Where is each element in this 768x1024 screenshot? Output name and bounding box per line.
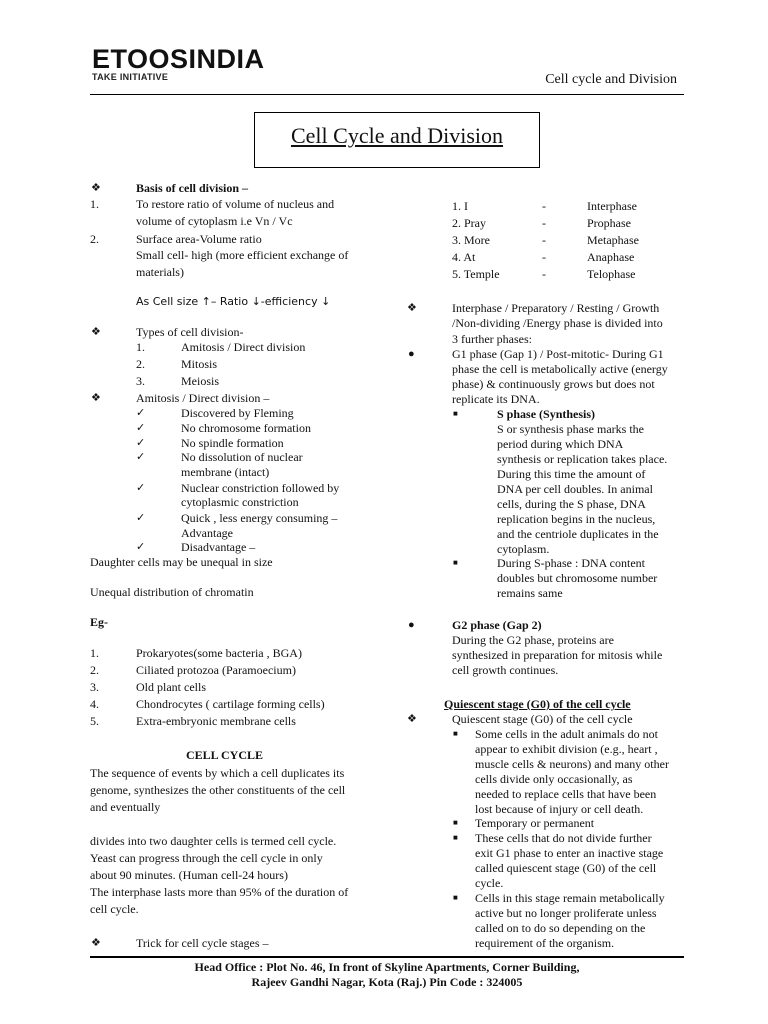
quiescent-heading: Quiescent stage (G0) of the cell cycle: [444, 697, 631, 711]
list-item: No spindle formation: [181, 436, 284, 450]
dot-bullet-icon: ●: [408, 348, 415, 360]
page-title: Cell Cycle and Division: [290, 123, 504, 148]
basis-1a: To restore ratio of volume of nucleus and: [136, 197, 335, 211]
list-number: 4.: [90, 697, 99, 711]
basis-2c: materials): [136, 265, 184, 279]
trick-word: 5. Temple: [452, 267, 500, 281]
interphase-line: Interphase / Preparatory / Resting / Growth: [452, 301, 660, 315]
list-number: 3.: [90, 680, 99, 694]
amitosis-heading: Amitosis / Direct division –: [136, 391, 270, 405]
s-line: cells, during the S phase, DNA: [497, 497, 646, 511]
g1-line: phase) & continuously grows but does not: [452, 377, 655, 391]
square-bullet-icon: ■: [453, 409, 458, 418]
basis-2a: Surface area-Volume ratio: [136, 232, 262, 246]
ratio-line: As Cell size ↑– Ratio ↓-efficiency ↓: [136, 295, 331, 308]
footer-divider: [90, 956, 684, 958]
cc-line: divides into two daughter cells is termed cell cycle.: [90, 834, 337, 848]
s2-line: doubles but chromosome number: [497, 571, 658, 585]
trick-line: Trick for cell cycle stages –: [136, 936, 269, 950]
header-divider: [90, 94, 684, 95]
list-number: 1.: [136, 340, 145, 354]
q-line: Some cells in the adult animals do not: [475, 727, 658, 741]
diamond-bullet-icon: ❖: [407, 713, 417, 725]
g2-line: cell growth continues.: [452, 663, 559, 677]
cc-line: The sequence of events by which a cell duplicates its: [90, 766, 345, 780]
s-line: cytoplasm.: [497, 542, 550, 556]
diamond-bullet-icon: ❖: [91, 937, 101, 949]
checkmark-icon: ✓: [136, 512, 146, 524]
q-line: cells divide only occasionally, as: [475, 772, 633, 786]
q-line: needed to replace cells that have been: [475, 787, 657, 801]
g1-line: replicate its DNA.: [452, 392, 540, 406]
g2-heading: G2 phase (Gap 2): [452, 618, 542, 632]
list-item: No dissolution of nuclear: [181, 450, 303, 464]
s2-line: During S-phase : DNA content: [497, 556, 645, 570]
diamond-bullet-icon: ❖: [91, 392, 101, 404]
list-item: Nuclear constriction followed by: [181, 481, 340, 495]
square-bullet-icon: ■: [453, 729, 458, 738]
etoosindia-logo: [92, 46, 265, 82]
list-item: Prokaryotes(some bacteria , BGA): [136, 646, 302, 660]
list-item: Meiosis: [181, 374, 220, 388]
types-heading: Types of cell division-: [136, 325, 244, 339]
s-phase-heading: S phase (Synthesis): [497, 407, 596, 421]
q-line: called on to do so depending on the: [475, 921, 646, 935]
q-line: Temporary or permanent: [475, 816, 595, 830]
s-line: During this time the amount of: [497, 467, 646, 481]
diamond-bullet-icon: ❖: [407, 302, 417, 314]
g2-line: During the G2 phase, proteins are: [452, 633, 614, 647]
trick-phase: Anaphase: [587, 250, 635, 264]
logo-brand: ETOOSINDIA: [92, 44, 265, 74]
trick-word: 3. More: [452, 233, 490, 247]
basis-1b: volume of cytoplasm i.e Vn / Vc: [136, 214, 293, 228]
list-item: Discovered by Fleming: [181, 406, 294, 420]
q-line: called quiescent stage (G0) of the cell: [475, 861, 657, 875]
checkmark-icon: ✓: [136, 422, 146, 434]
q-line: muscle cells & neurons) and many other: [475, 757, 669, 771]
q-line: exit G1 phase to enter an inactive stage: [475, 846, 664, 860]
basis-heading: Basis of cell division –: [136, 181, 249, 195]
daughter-line: Daughter cells may be unequal in size: [90, 555, 273, 569]
q-line: These cells that do not divide further: [475, 831, 652, 845]
trick-dash: -: [542, 250, 546, 264]
list-number: 5.: [90, 714, 99, 728]
square-bullet-icon: ■: [453, 558, 458, 567]
list-item: Amitosis / Direct division: [181, 340, 306, 354]
q-line: cycle.: [475, 876, 504, 890]
unequal-line: Unequal distribution of chromatin: [90, 585, 254, 599]
cell-cycle-heading: CELL CYCLE: [186, 748, 264, 762]
logo-tagline: TAKE INITIATIVE: [92, 72, 169, 82]
g2-line: synthesized in preparation for mitosis while: [452, 648, 663, 662]
s2-line: remains same: [497, 586, 563, 600]
q-line: requirement of the organism.: [475, 936, 615, 950]
g1-line: phase the cell is metabolically active (energy: [452, 362, 668, 376]
q-line: lost because of injury or cell death.: [475, 802, 644, 816]
trick-phase: Metaphase: [587, 233, 639, 247]
cc-line: and eventually: [90, 800, 161, 814]
cc-line: cell cycle.: [90, 902, 139, 916]
trick-word: 2. Pray: [452, 216, 486, 230]
s-line: replication begins in the nucleus,: [497, 512, 656, 526]
header-topic: Cell cycle and Division: [545, 72, 677, 87]
list-number: 1.: [90, 646, 99, 660]
checkmark-icon: ✓: [136, 482, 146, 494]
diamond-bullet-icon: ❖: [91, 326, 101, 338]
interphase-line: /Non-dividing /Energy phase is divided into: [452, 316, 663, 330]
list-number: 2.: [90, 663, 99, 677]
square-bullet-icon: ■: [453, 833, 458, 842]
list-item: membrane (intact): [181, 465, 270, 479]
s-line: period during which DNA: [497, 437, 624, 451]
q-line: Cells in this stage remain metabolically: [475, 891, 665, 905]
basis-2b: Small cell- high (more efficient exchange of: [136, 248, 349, 262]
list-number: 2.: [90, 232, 99, 246]
quiescent-sub: Quiescent stage (G0) of the cell cycle: [452, 712, 633, 726]
dot-bullet-icon: ●: [408, 619, 415, 631]
list-item: cytoplasmic constriction: [181, 495, 299, 509]
list-item: Advantage: [181, 526, 233, 540]
list-item: Disadvantage –: [181, 540, 256, 554]
q-line: appear to exhibit division (e.g., heart ,: [475, 742, 658, 756]
list-item: No chromosome formation: [181, 421, 311, 435]
trick-dash: -: [542, 216, 546, 230]
eg-label: Eg-: [90, 615, 108, 629]
diamond-bullet-icon: ❖: [91, 182, 101, 194]
square-bullet-icon: ■: [453, 818, 458, 827]
s-line: and the centriole duplicates in the: [497, 527, 659, 541]
list-item: Ciliated protozoa (Paramoecium): [136, 663, 296, 677]
trick-phase: Interphase: [587, 199, 637, 213]
checkmark-icon: ✓: [136, 407, 146, 419]
list-item: Mitosis: [181, 357, 218, 371]
list-item: Extra-embryonic membrane cells: [136, 714, 296, 728]
cc-line: about 90 minutes. (Human cell-24 hours): [90, 868, 288, 882]
trick-dash: -: [542, 199, 546, 213]
trick-word: 1. I: [452, 199, 468, 213]
trick-dash: -: [542, 267, 546, 281]
g1-line: G1 phase (Gap 1) / Post-mitotic- During G1: [452, 347, 664, 361]
list-number: 1.: [90, 197, 99, 211]
cc-line: genome, synthesizes the other constituents of the cell: [90, 783, 346, 797]
q-line: active but no longer proliferate unless: [475, 906, 657, 920]
checkmark-icon: ✓: [136, 451, 146, 463]
title-box: [254, 112, 540, 168]
footer-address-1: Head Office : Plot No. 46, In front of Skyline Apartments, Corner Building,: [194, 960, 580, 974]
footer-address-2: Rajeev Gandhi Nagar, Kota (Raj.) Pin Code : 324005: [251, 975, 523, 989]
checkmark-icon: ✓: [136, 437, 146, 449]
list-item: Old plant cells: [136, 680, 206, 694]
s-line: S or synthesis phase marks the: [497, 422, 644, 436]
list-number: 2.: [136, 357, 145, 371]
s-line: DNA per cell doubles. In animal: [497, 482, 653, 496]
trick-phase: Telophase: [587, 267, 636, 281]
checkmark-icon: ✓: [136, 541, 146, 553]
s-line: synthesis or replication takes place.: [497, 452, 668, 466]
trick-dash: -: [542, 233, 546, 247]
cc-line: The interphase lasts more than 95% of the duration of: [90, 885, 349, 899]
list-item: Chondrocytes ( cartilage forming cells): [136, 697, 325, 711]
interphase-line: 3 further phases:: [452, 332, 532, 346]
trick-phase: Prophase: [587, 216, 631, 230]
cc-line: Yeast can progress through the cell cycle in only: [90, 851, 323, 865]
list-item: Quick , less energy consuming –: [181, 511, 338, 525]
trick-word: 4. At: [452, 250, 476, 264]
list-number: 3.: [136, 374, 145, 388]
square-bullet-icon: ■: [453, 893, 458, 902]
